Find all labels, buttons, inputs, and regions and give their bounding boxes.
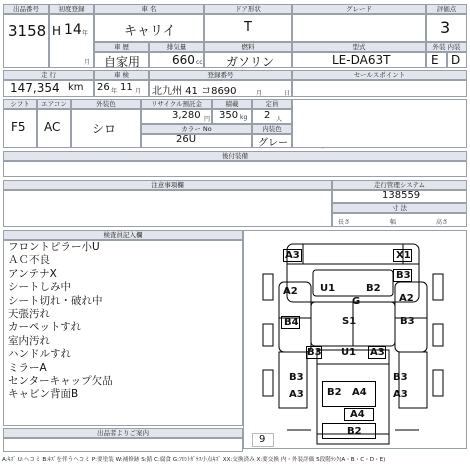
inspector-note: ＡＣ不良 (8, 254, 50, 267)
mileage: 147,354 (10, 81, 60, 95)
mileage-record-header: 走行管理システム (332, 180, 467, 190)
damage-legend: A:ｷｽﾞ U:ヘコミ B:ｷｽﾞを伴うヘコミ P:要塗装 W:補修跡 S:錆 C:腐食 G:ﾌﾛﾝﾄｶﾞﾗｽ小点ｷｽﾞ XX:交換済み X:要交換 内・外装評価 5段階ﾗﾝｸ(A・B・C・D・E) (2, 457, 386, 463)
first-reg-era: H (52, 24, 62, 38)
selling-points-area (292, 99, 467, 148)
inspection-year: 26 (97, 82, 110, 93)
damage-label: B2 (327, 387, 342, 398)
inspector-note: カーペットすれ (8, 321, 82, 334)
grade-header: グレード (292, 4, 426, 14)
model-header: 型式 (292, 42, 426, 52)
fuel: ガソリン (226, 55, 275, 69)
damage-label: 9 (259, 434, 266, 445)
model: LE-DA63T (332, 53, 391, 67)
exhibit-no: 3158 (8, 22, 47, 40)
load: 350 (219, 110, 239, 121)
selling-points-header: セールスポイント (292, 70, 467, 80)
displacement: 660 (172, 53, 195, 67)
inspection-month-unit: 月 (135, 88, 142, 95)
inspector-note: 天張汚れ (8, 308, 50, 321)
first-reg-year-unit: 年 (82, 30, 89, 37)
load-unit: kg (240, 114, 248, 121)
damage-label: A2 (283, 286, 298, 297)
aftermarket-cell (3, 161, 467, 177)
ac-header: エアコン (37, 99, 71, 109)
capacity-cell (252, 109, 292, 124)
selling-points-cell (292, 80, 467, 97)
ext-int-header: 外装 内装 (426, 42, 467, 52)
first-reg-year: 14 (64, 22, 82, 38)
reg-no: 北九州 41 コ8690 (152, 86, 237, 97)
damage-label: A4 (352, 387, 367, 398)
interior-score: D (451, 53, 461, 67)
damage-label: B4 (284, 317, 299, 328)
capacity-header: 定員 (252, 99, 292, 109)
inspector-note: キャビン背面B (8, 388, 79, 401)
exterior-score: E (431, 53, 439, 67)
color: シロ (92, 122, 117, 136)
vehicle-type: 自家用 (104, 55, 141, 69)
damage-label: U1 (320, 283, 336, 294)
damage-label: B2 (366, 283, 381, 294)
damage-label: B3 (396, 270, 411, 281)
ac: AC (44, 120, 61, 134)
damage-label: X1 (396, 250, 411, 261)
color-header: 外装色 (71, 99, 141, 109)
damage-label: A3 (370, 347, 385, 358)
damage-label: A3 (393, 389, 408, 400)
int-color: グレー (258, 138, 288, 149)
inspector-note: シート切れ・破れ中 (8, 294, 103, 307)
color-no-header: カラー No (141, 124, 252, 134)
recycle-unit: 円 (204, 116, 211, 123)
dim-width: 幅 (390, 219, 397, 226)
inspection-header: 車 検 (94, 70, 149, 80)
inspection-year-unit: 年 (111, 88, 118, 95)
damage-label: B3 (289, 372, 304, 383)
mileage-record: 138559 (382, 190, 421, 201)
first-reg-header: 初度登録 (49, 4, 94, 14)
dimensions-header: 寸 法 (332, 203, 467, 213)
damage-label: B3 (393, 372, 408, 383)
inspector-notes-list (8, 241, 113, 402)
inspector-note: シートしみ中 (8, 281, 71, 294)
damage-label: A3 (289, 389, 304, 400)
shift-header: シフト (3, 99, 37, 109)
dim-length: 長さ (338, 219, 351, 226)
recycle: 3,280 (172, 110, 201, 121)
damage-label: B3 (307, 347, 322, 358)
inspector-note: アンテナX (8, 267, 57, 280)
mileage-unit: km (68, 82, 84, 93)
inspector-note: ハンドルすれ (8, 348, 71, 361)
shift: F5 (11, 120, 26, 134)
damage-label: B2 (347, 426, 362, 437)
date-day-unit: 日 (284, 90, 291, 97)
damage-label: G (352, 296, 361, 307)
car-name-header: 車 名 (94, 4, 204, 14)
capacity: 2 (264, 110, 271, 121)
exhibit-no-header: 出品番号 (3, 4, 49, 14)
score: 3 (440, 18, 451, 37)
door-shape: T (244, 20, 252, 35)
inspector-notes-header: 検査員記入欄 (3, 230, 243, 240)
notes-header: 注意事項欄 (3, 180, 332, 190)
damage-label: S1 (342, 316, 357, 327)
inspector-note: フロントピラー小U (8, 241, 100, 253)
displacement-header: 排気量 (149, 42, 204, 52)
int-color-header: 内装色 (252, 124, 292, 134)
mileage-header: 走 行 (3, 70, 94, 80)
damage-label: B3 (400, 316, 415, 327)
damage-label: A2 (399, 293, 414, 304)
color-no-cell (141, 134, 252, 148)
fuel-header: 燃料 (204, 42, 292, 52)
damage-label: A4 (350, 409, 365, 420)
displacement-unit: cc (196, 59, 203, 66)
load-header: 積載 (212, 99, 252, 109)
score-header: 評価点 (426, 4, 467, 14)
grade-cell (292, 14, 426, 42)
damage-label: A3 (285, 250, 300, 261)
recycle-header: リサイクル預託金 (141, 99, 212, 109)
aftermarket-header: 後付装備 (3, 151, 467, 161)
color-no: 26U (176, 134, 197, 145)
inspector-note: センターキャップ欠品 (8, 375, 113, 388)
damage-label: U1 (341, 347, 357, 358)
inspector-note: 室内汚れ (8, 334, 50, 347)
capacity-unit: 人 (276, 116, 283, 123)
vehicle-type-header: 車 歴 (94, 42, 149, 52)
reg-no-header: 登録番号 (149, 70, 292, 80)
door-shape-header: ドア形状 (204, 4, 292, 14)
notes-cell (3, 190, 332, 227)
inspection-month: 11 (120, 82, 133, 93)
car-name: キャリイ (124, 24, 176, 39)
date-month-unit: 月 (256, 90, 263, 97)
dim-height: 高さ (436, 219, 449, 226)
exhibitor-notes-cell (3, 438, 243, 452)
first-reg-month-unit: 月 (84, 59, 91, 66)
inspector-note: ミラーA (8, 361, 47, 374)
exhibitor-notes-header: 出品者よりご案内 (3, 428, 243, 438)
